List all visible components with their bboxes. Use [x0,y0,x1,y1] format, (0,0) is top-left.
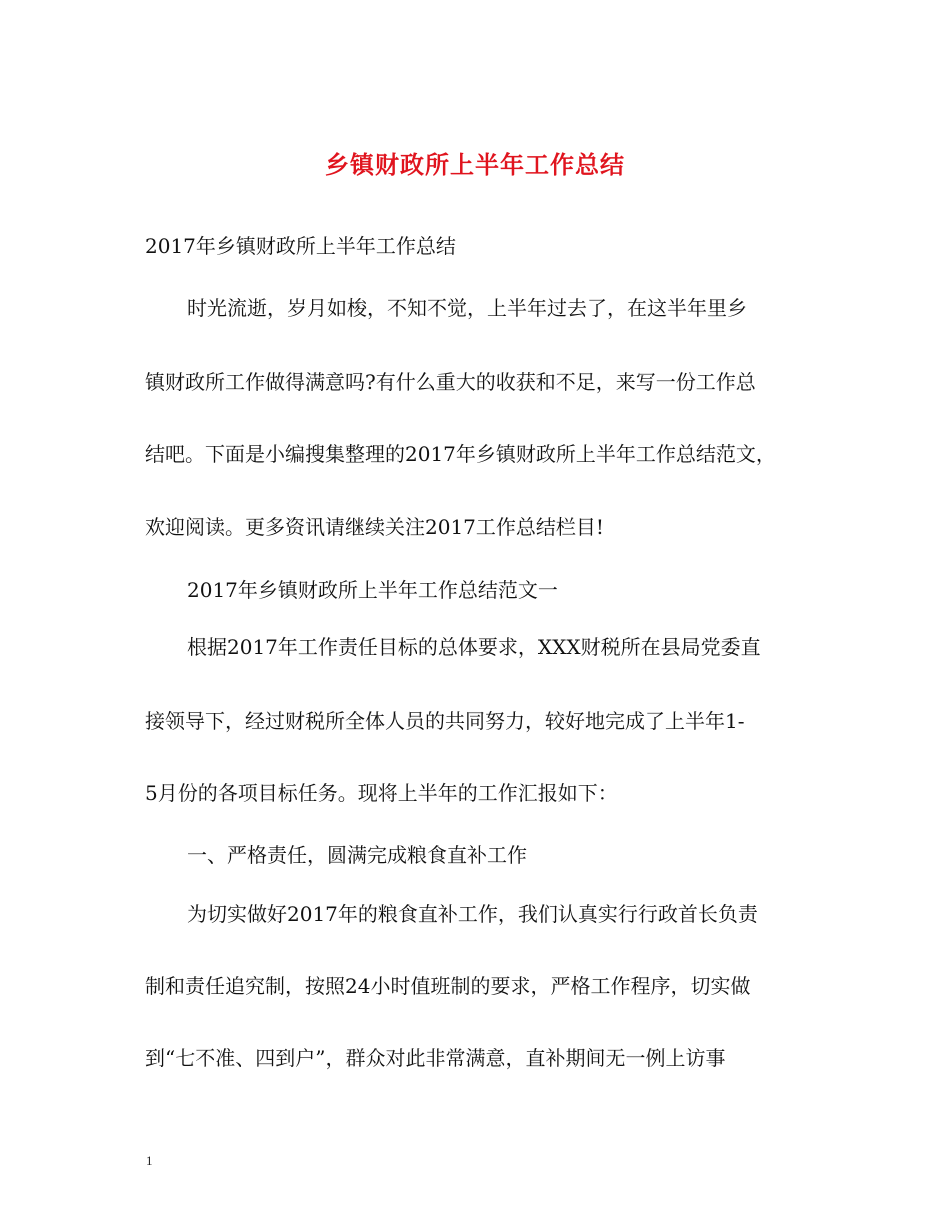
paragraph-line: 欢迎阅读。更多资讯请继续关注2017工作总结栏目! [145,515,604,539]
paragraph-line: 根据2017年工作责任目标的总体要求，XXX财税所在县局党委直 [187,635,761,659]
paragraph-line: 镇财政所工作做得满意吗?有什么重大的收获和不足，来写一份工作总 [145,370,756,394]
paragraph-line: 制和责任追究制，按照24小时值班制的要求，严格工作程序，切实做 [145,974,751,998]
paragraph-line: 时光流逝，岁月如梭，不知不觉，上半年过去了，在这半年里乡 [187,296,747,320]
paragraph-line: 5月份的各项目标任务。现将上半年的工作汇报如下： [145,781,618,805]
subtitle-line: 2017年乡镇财政所上半年工作总结 [145,234,456,258]
page-number: 1 [146,1153,153,1168]
paragraph-line: 结吧。下面是小编搜集整理的2017年乡镇财政所上半年工作总结范文， [145,442,776,466]
section-heading: 2017年乡镇财政所上半年工作总结范文一 [187,578,558,602]
paragraph-line: 为切实做好2017年的粮食直补工作，我们认真实行行政首长负责 [187,902,758,926]
section-heading: 一、严格责任，圆满完成粮食直补工作 [187,843,527,867]
document-title: 乡镇财政所上半年工作总结 [325,151,625,179]
paragraph-line: 接领导下，经过财税所全体人员的共同努力，较好地完成了上半年1- [145,709,745,733]
paragraph-line: 到“七不准、四到户”，群众对此非常满意，直补期间无一例上访事 [145,1046,726,1070]
